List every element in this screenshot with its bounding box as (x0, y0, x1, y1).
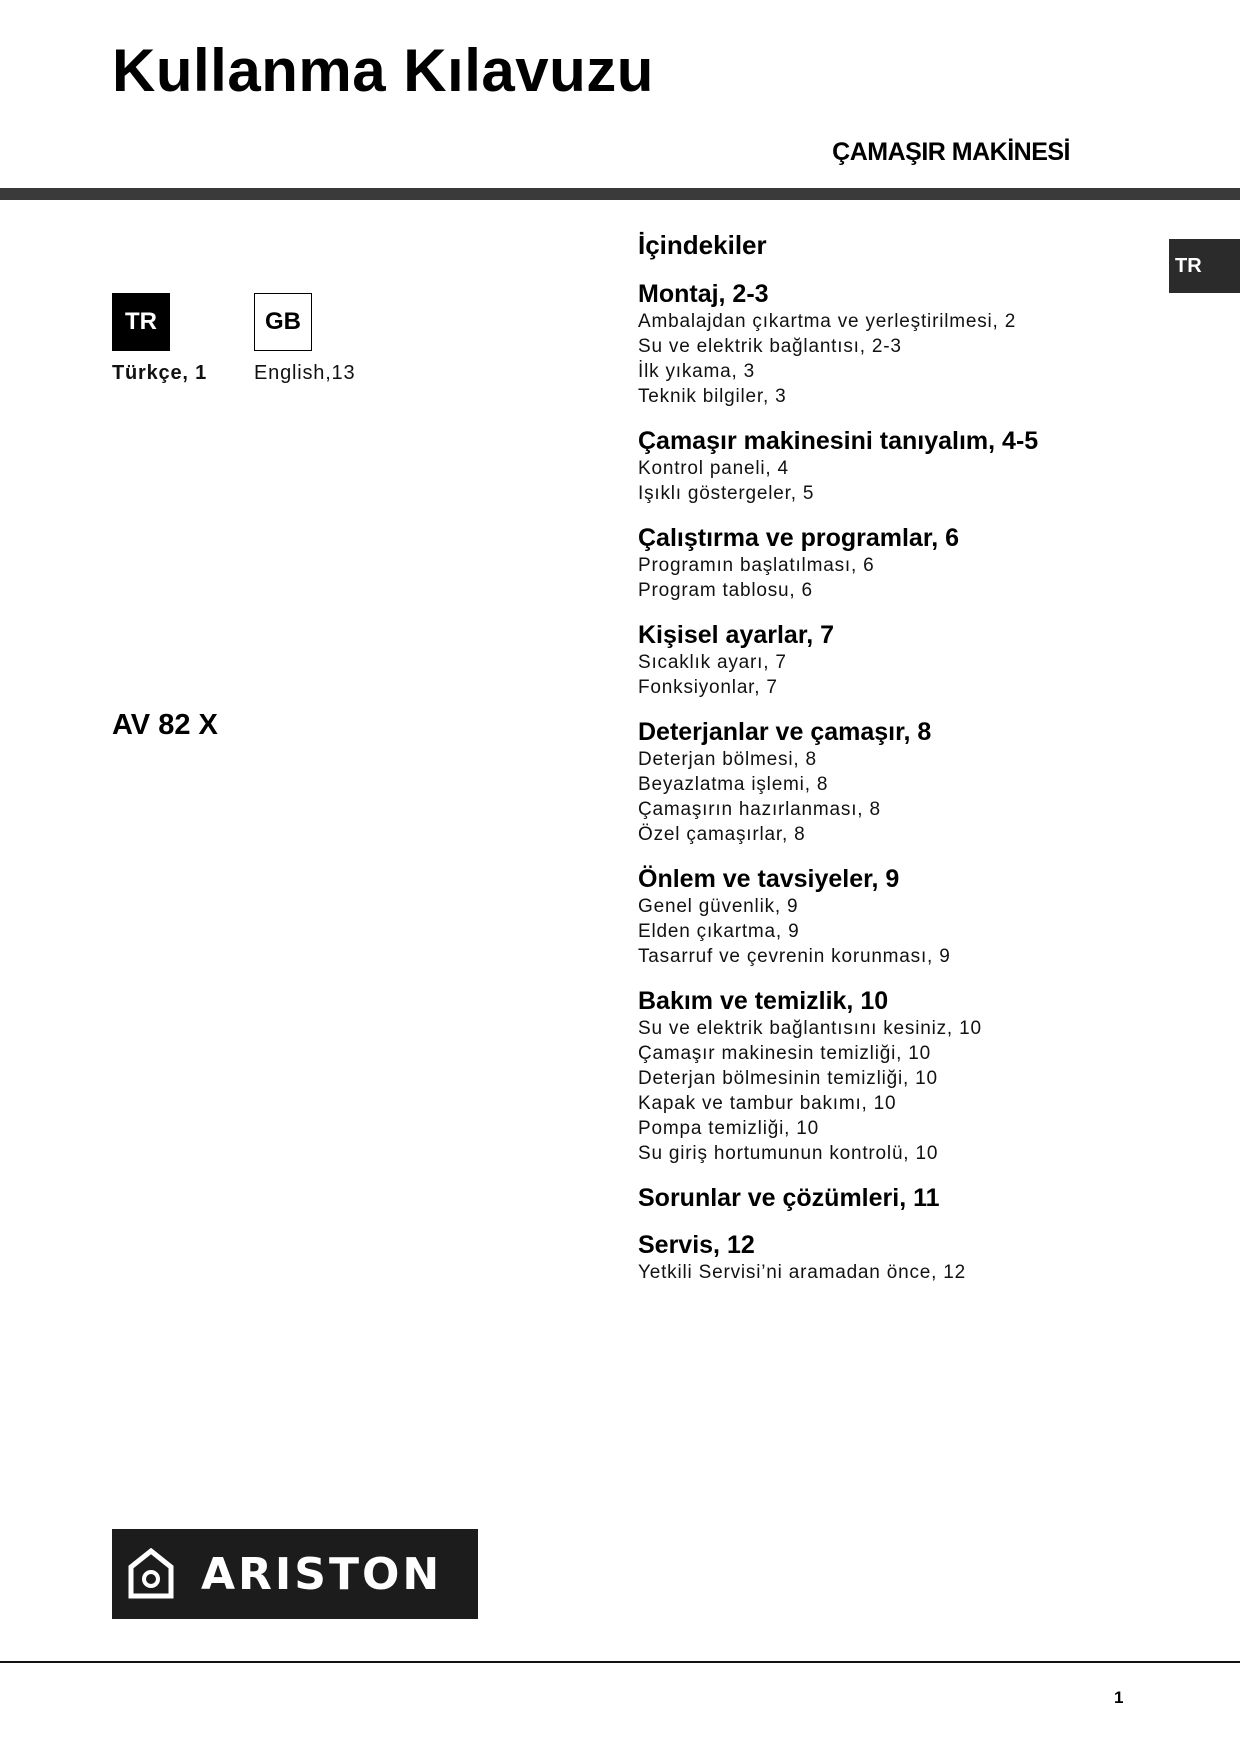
toc-item: Ambalajdan çıkartma ve yerleştirilmesi, 2 (638, 311, 1017, 332)
toc-item: Programın başlatılması, 6 (638, 555, 875, 576)
toc-section (638, 620, 1108, 700)
toc-item: Kapak ve tambur bakımı, 10 (638, 1093, 897, 1114)
toc-item: Işıklı göstergeler, 5 (638, 483, 815, 504)
toc-item: Su giriş hortumunun kontrolü, 10 (638, 1143, 939, 1164)
language-caption-gb: English,13 (254, 362, 356, 384)
brand-logo (112, 1529, 478, 1619)
document-title: Kullanma Kılavuzu (112, 37, 654, 104)
toc-item: Çamaşırın hazırlanması, 8 (638, 799, 881, 820)
toc-item: Program tablosu, 6 (638, 580, 813, 601)
toc-item: Deterjan bölmesi, 8 (638, 749, 817, 770)
language-tab: TR (1169, 239, 1240, 293)
toc-section-title: Sorunlar ve çözümleri, 11 (638, 1184, 940, 1212)
toc-item: Çamaşır makinesin temizliği, 10 (638, 1043, 931, 1064)
toc-sections (638, 279, 1108, 1285)
toc-section (638, 1183, 1108, 1213)
toc-item: Beyazlatma işlemi, 8 (638, 774, 829, 795)
toc-section-title: Kişisel ayarlar, 7 (638, 621, 834, 649)
toc-section-title: Montaj, 2-3 (638, 280, 769, 308)
header-divider (0, 188, 1240, 200)
language-caption-tr: Türkçe, 1 (112, 362, 208, 384)
page-number: 1 (1114, 1688, 1124, 1707)
toc-item: Pompa temizliği, 10 (638, 1118, 819, 1139)
toc-section (638, 426, 1108, 506)
toc-item: Tasarruf ve çevrenin korunması, 9 (638, 946, 951, 967)
footer-divider (0, 1661, 1240, 1663)
toc-section-title: Çamaşır makinesini tanıyalım, 4-5 (638, 427, 1039, 455)
toc-section-title: Deterjanlar ve çamaşır, 8 (638, 718, 932, 746)
toc-section-title: Bakım ve temizlik, 10 (638, 987, 889, 1015)
house-icon (127, 1548, 175, 1600)
language-badge-gb: GB (254, 293, 312, 351)
toc-item: Fonksiyonlar, 7 (638, 677, 778, 698)
toc-section (638, 717, 1108, 847)
document-subtitle: ÇAMAŞIR MAKİNESİ (832, 138, 1070, 166)
toc-item: Elden çıkartma, 9 (638, 921, 800, 942)
toc-item: İlk yıkama, 3 (638, 361, 756, 382)
toc-section-title: Servis, 12 (638, 1231, 755, 1259)
toc-item: Yetkili Servisi’ni aramadan önce, 12 (638, 1262, 967, 1283)
toc-heading: İçindekiler (638, 230, 767, 260)
toc-item: Su ve elektrik bağlantısı, 2-3 (638, 336, 902, 357)
toc-item: Genel güvenlik, 9 (638, 896, 799, 917)
table-of-contents (638, 230, 1108, 1302)
toc-section (638, 279, 1108, 409)
toc-item: Su ve elektrik bağlantısını kesiniz, 10 (638, 1018, 982, 1039)
model-name: AV 82 X (112, 709, 218, 741)
toc-item: Sıcaklık ayarı, 7 (638, 652, 787, 673)
toc-section (638, 523, 1108, 603)
toc-section (638, 986, 1108, 1166)
toc-section (638, 864, 1108, 969)
toc-item: Kontrol paneli, 4 (638, 458, 789, 479)
toc-section-title: Çalıştırma ve programlar, 6 (638, 524, 959, 552)
toc-item: Teknik bilgiler, 3 (638, 386, 787, 407)
toc-item: Özel çamaşırlar, 8 (638, 824, 806, 845)
brand-name: ARISTON (201, 1548, 443, 1600)
toc-item: Deterjan bölmesinin temizliği, 10 (638, 1068, 938, 1089)
language-badge-tr: TR (112, 293, 170, 351)
toc-section-title: Önlem ve tavsiyeler, 9 (638, 865, 900, 893)
toc-section (638, 1230, 1108, 1285)
